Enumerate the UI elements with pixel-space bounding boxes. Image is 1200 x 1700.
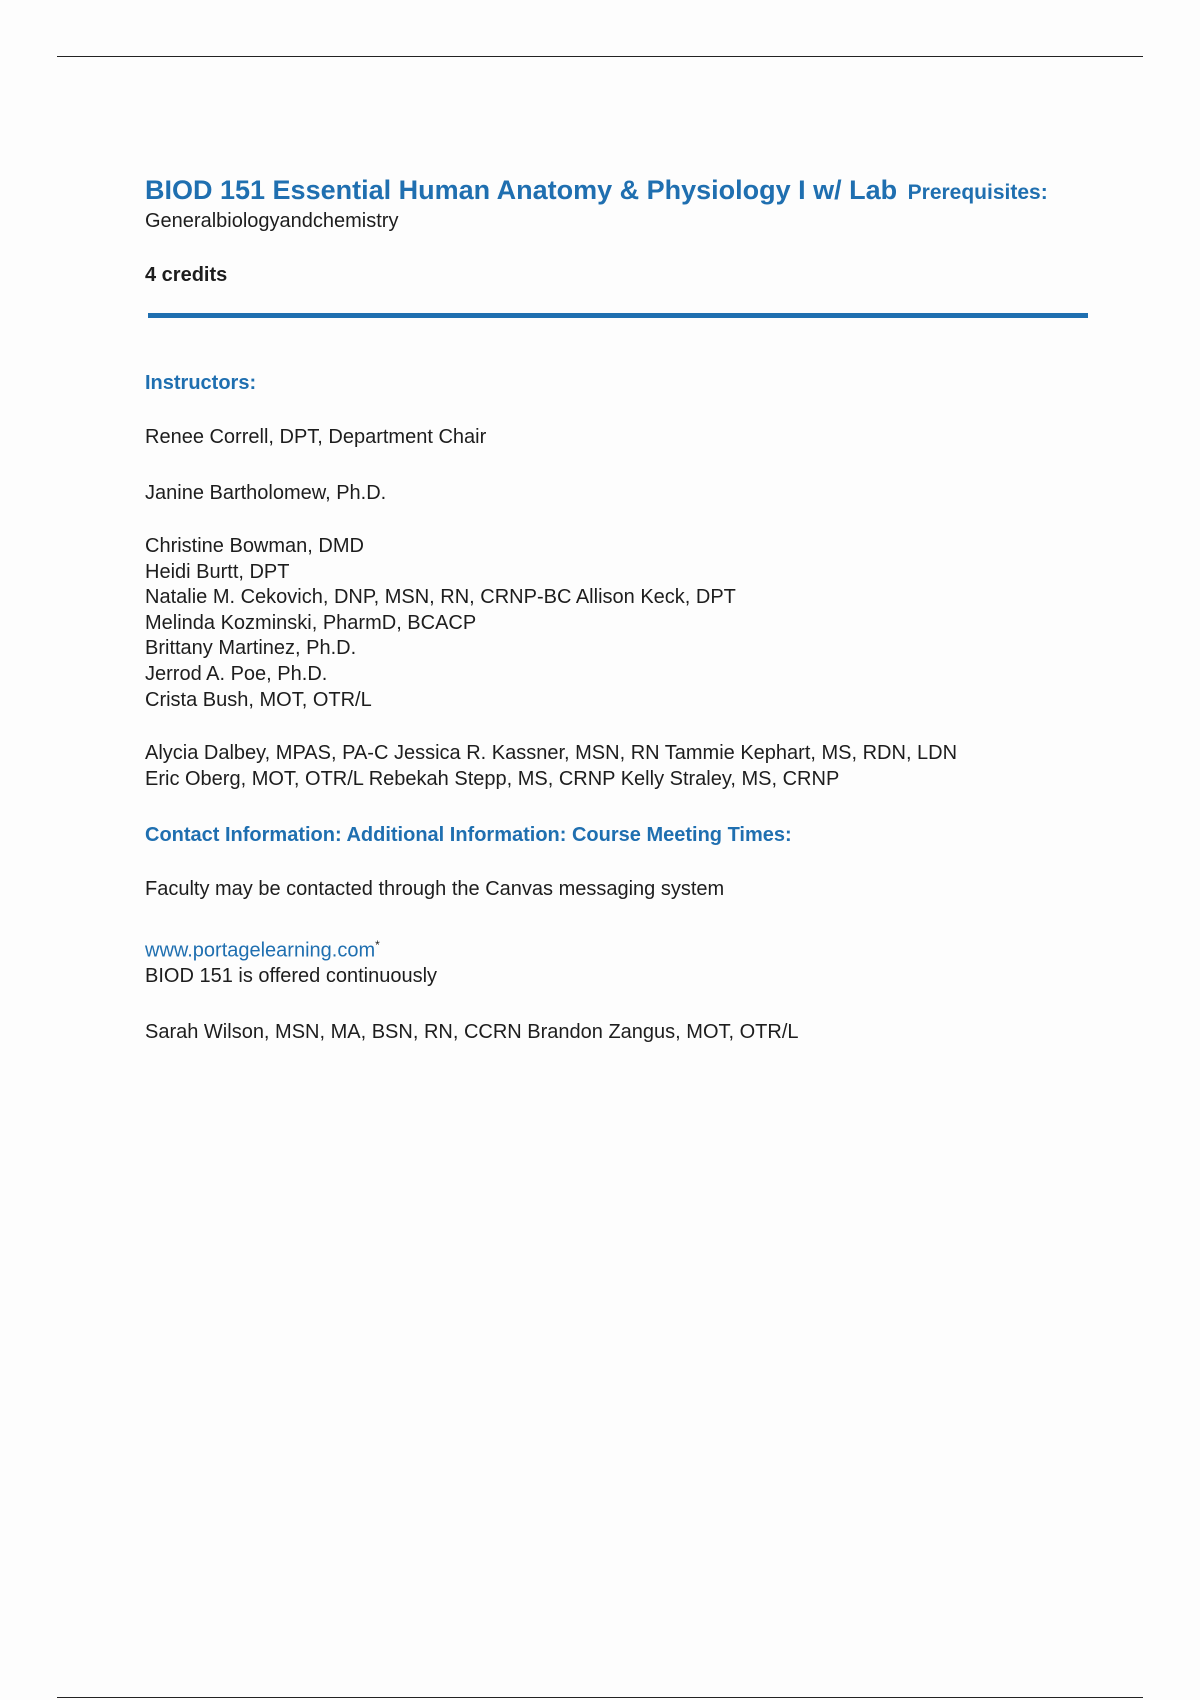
syllabus-page: [145, 170, 1095, 1045]
instructor-line: Alycia Dalbey, MPAS, PA-C Jessica R. Kassner, MSN, RN Tammie Kephart, MS, RDN, LDN: [145, 742, 958, 765]
instructor-line: Christine Bowman, DMD: [145, 535, 364, 557]
instructor-line: Brittany Martinez, Ph.D.: [145, 637, 357, 660]
contact-text: Faculty may be contacted through the Canvas messaging system: [145, 878, 725, 901]
link-footnote-mark: *: [375, 937, 380, 952]
prerequisites-value: Generalbiologyandchemistry: [145, 210, 399, 232]
course-title: BIOD 151 Essential Human Anatomy & Physiology I w/ Lab: [145, 175, 898, 205]
instructor-group-1: [145, 534, 1095, 713]
contact-heading: Contact Information: Additional Information: Course Meeting Times:: [145, 824, 792, 847]
instructor-line: Crista Bush, MOT, OTR/L: [145, 688, 372, 711]
website-line: [145, 933, 1095, 964]
credits: 4 credits: [145, 264, 228, 286]
instructor-line: Heidi Burtt, DPT: [145, 560, 290, 583]
prerequisites-label: Prerequisites:: [907, 181, 1048, 204]
instructor-group-2: [145, 741, 1095, 792]
top-rule: [57, 56, 1143, 57]
bottom-rule: [57, 1697, 1143, 1698]
instructors-heading: Instructors:: [145, 372, 257, 394]
offered-text: BIOD 151 is offered continuously: [145, 965, 438, 987]
instructor-second: Janine Bartholomew, Ph.D.: [145, 481, 387, 504]
instructor-line: Melinda Kozminski, PharmD, BCACP: [145, 611, 477, 634]
instructor-chair: Renee Correll, DPT, Department Chair: [145, 426, 487, 448]
additional-instructors: Sarah Wilson, MSN, MA, BSN, RN, CCRN Brandon Zangus, MOT, OTR/L: [145, 1020, 799, 1043]
instructor-line: Natalie M. Cekovich, DNP, MSN, RN, CRNP-BC Allison Keck, DPT: [145, 586, 736, 609]
instructor-line: Jerrod A. Poe, Ph.D.: [145, 662, 328, 685]
instructor-line: Eric Oberg, MOT, OTR/L Rebekah Stepp, MS, CRNP Kelly Straley, MS, CRNP: [145, 767, 840, 790]
website-link[interactable]: www.portagelearning.com: [145, 939, 376, 962]
section-divider: [148, 313, 1088, 318]
